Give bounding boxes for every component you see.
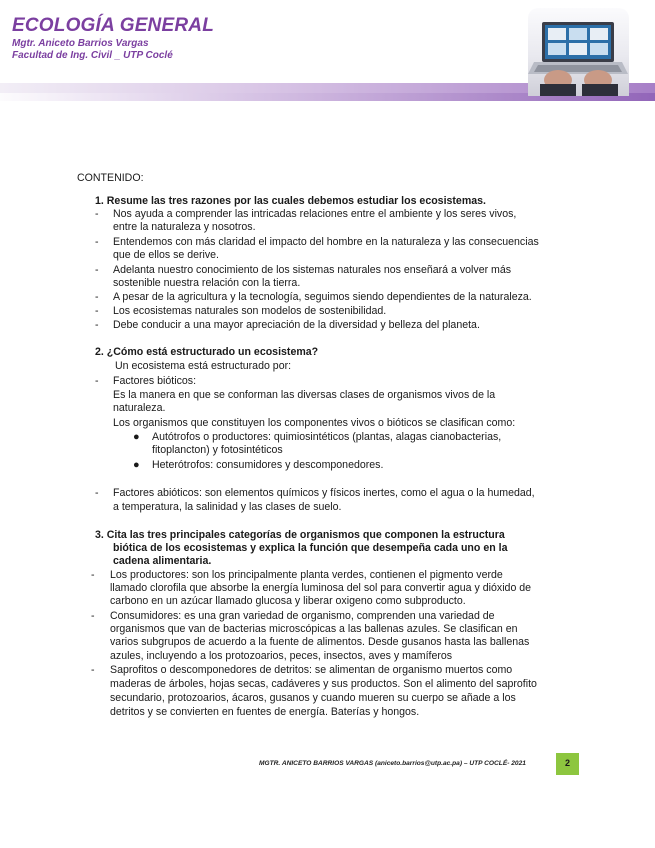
page-header — [0, 0, 655, 100]
contenido-label: CONTENIDO: — [77, 172, 144, 184]
dash-bullet-icon: - — [95, 208, 99, 220]
page-number: 2 — [564, 758, 570, 768]
q3-line: carbono en un azúcar llamado glucosa y liberar oxigeno como subproducto. — [110, 595, 466, 607]
round-bullet-icon: ● — [133, 431, 140, 443]
q3-line: detritos y se convierten en fuentes de energía. Baterías y hongos. — [110, 706, 420, 718]
q2-abioticos-line: a temperatura, la salinidad y las clases de suelo. — [113, 501, 342, 513]
q3-line: varios subgrupos de acuerdo a la fuente de alimentos. Desde gusanos hasta las ballenas — [110, 636, 530, 648]
q3-line: Los productores: son los principalmente planta verdes, contienen el pigmento verde — [110, 569, 503, 581]
q2-heading: 2. ¿Cómo está estructurado un ecosistema? — [95, 346, 319, 358]
q2-bullet-line: Heterótrofos: consumidores y descomponedores. — [152, 459, 384, 471]
q1-line: sostenible nuestra relación con la tierra. — [113, 277, 301, 289]
dash-bullet-icon: - — [91, 569, 95, 581]
document-title: ECOLOGÍA GENERAL — [12, 15, 215, 36]
q1-line: entre la naturaleza y nosotros. — [113, 221, 256, 233]
faculty-name: Facultad de Ing. Civil _ UTP Coclé — [12, 50, 173, 61]
page-number-box — [556, 753, 579, 775]
dash-bullet-icon: - — [91, 664, 95, 676]
author-name: Mgtr. Aniceto Barrios Vargas — [12, 38, 149, 49]
dash-bullet-icon: - — [95, 319, 99, 331]
round-bullet-icon: ● — [133, 459, 140, 471]
q3-line: Saprofitos o descomponedores de detritos: se alimentan de organismo muertos como — [110, 664, 513, 676]
q1-line: Debe conducir a una mayor apreciación de la diversidad y belleza del planeta. — [113, 319, 480, 331]
q1-line: que de ellos se derive. — [113, 249, 220, 261]
q3-line: secundario, protozoarios, ácaros, gusanos y cuando mueren su cuerpo se añade a los — [110, 692, 516, 704]
q2-bioticos-line: Es la manera en que se conforman las diversas clases de organismos vivos de la — [113, 389, 496, 401]
q1-heading: 1. Resume las tres razones por las cuales debemos estudiar los ecosistemas. — [95, 195, 486, 207]
q3-heading: 3. Cita las tres principales categorías de organismos que componen la estructura — [95, 529, 505, 541]
q3-line: llamado clorofila que absorbe la energía luminosa del sol para convertir agua y dióxido de — [110, 582, 532, 594]
q3-line: maderas de árboles, hojas secas, cadáveres y sus productos. Son el alimento del saprofito — [110, 678, 537, 690]
q3-line: Consumidores: es una gran variedad de organismo, comprenden una variedad de — [110, 610, 495, 622]
footer-text: MGTR. ANICETO BARRIOS VARGAS (aniceto.barrios@utp.ac.pa) – UTP COCLÉ- 2021 — [259, 760, 526, 767]
q3-line: organismos que van de bacterias microscópicas a las ballenas azules. Se clasifican en — [110, 623, 518, 635]
q3-heading: cadena alimentaria. — [113, 555, 212, 567]
dash-bullet-icon: - — [95, 264, 99, 276]
q1-line: A pesar de la agricultura y la tecnología, seguimos siendo dependientes de la naturaleza. — [113, 291, 532, 303]
q3-heading: biótica de los ecosistemas y explica la función que desempeña cada uno en la — [113, 542, 508, 554]
q2-bioticos-line: naturaleza. — [113, 402, 166, 414]
dash-bullet-icon: - — [95, 291, 99, 303]
q2-bullet-line: Autótrofos o productores: quimiosintéticos (plantas, alagas cianobacterias, — [152, 431, 502, 443]
q2-abioticos-line: Factores abióticos: son elementos químicos y físicos inertes, como el agua o la humedad, — [113, 487, 535, 499]
dash-bullet-icon: - — [95, 375, 99, 387]
dash-bullet-icon: - — [95, 305, 99, 317]
q2-bioticos-line: Los organismos que constituyen los componentes vivos o bióticos se clasifican como: — [113, 417, 516, 429]
q1-line: Los ecosistemas naturales son modelos de sostenibilidad. — [113, 305, 387, 317]
q1-line: Adelanta nuestro conocimiento de los sistemas naturales nos enseñará a volver más — [113, 264, 512, 276]
q1-line: Nos ayuda a comprender las intricadas relaciones entre el ambiente y los seres vivos, — [113, 208, 517, 220]
dash-bullet-icon: - — [95, 487, 99, 499]
q2-bullet-line: fitoplancton) y fotosintéticos — [152, 444, 283, 456]
laptop-photo-icon — [528, 8, 629, 96]
q2-bioticos-label: Factores bióticos: — [113, 375, 197, 387]
q3-line: azules, incluyendo a los protozoarios, peces, insectos, aves y mamíferos — [110, 650, 453, 662]
dash-bullet-icon: - — [95, 236, 99, 248]
dash-bullet-icon: - — [91, 610, 95, 622]
q1-line: Entendemos con más claridad el impacto del hombre en la naturaleza y las consecuencias — [113, 236, 539, 248]
q2-intro: Un ecosistema está estructurado por: — [115, 360, 292, 372]
